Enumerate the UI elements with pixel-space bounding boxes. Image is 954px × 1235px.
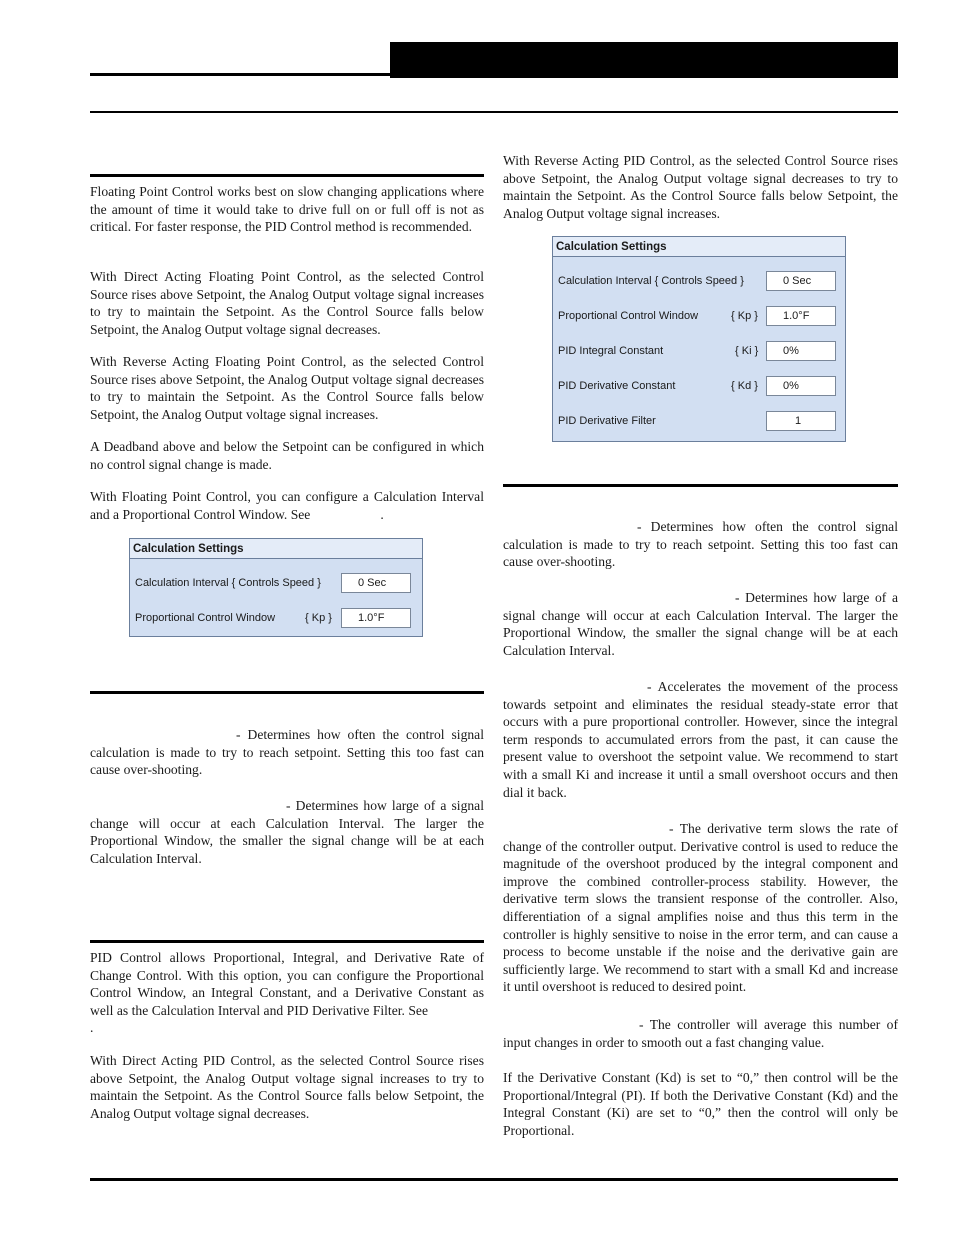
section-rule-floating-settings — [90, 691, 484, 694]
calculation-interval-label: Calculation Interval { Controls Speed } — [558, 275, 744, 287]
panel-title: Calculation Settings — [553, 237, 845, 257]
left-p6: - Determines how often the control signal calculation is made to try to reach setpoint. Setting this too fast can cause over-shooting. — [90, 727, 484, 778]
right-p6: - The controller will average this number of input changes in order to smooth out a fast changing value. — [503, 1017, 898, 1050]
left-p2: With Direct Acting Floating Point Control, as the selected Control Source rises above Setpoint, the Analog Output voltage signal increases to try to maintain the Setpoint. As the Control Source falls below Setpoint, the Analog Output voltage signal decreases. — [90, 269, 484, 337]
header-rule-full — [90, 111, 898, 113]
left-p5: With Floating Point Control, you can configure a Calculation Interval and a Proportional Control Window. See . — [90, 489, 484, 522]
right-p5: - The derivative term slows the rate of change of the controller output. Derivative control is used to reduce the magnitude of the overshoot produced by the integral component and improve the combined controller-process stability. However, the derivative term slows the transient response of the controller. Also, differentiation of a signal amplifies noise and thus this term in the controller is highly sensitive to noise in the error term, and can cause a process to become unstable if the noise and the derivative gain are sufficiently large. We recommend to start with a small Kd and increase it until overshoot is reduced to desired point. — [503, 821, 898, 995]
footer-rule — [90, 1178, 898, 1181]
right-p3: - Determines how large of a signal change will occur at each Calculation Interval. The larger the Proportional Window, the smaller the signal change will be at each Calculation Interval. — [503, 590, 898, 658]
right-p7: If the Derivative Constant (Kd) is set to “0,” then control will be the Proportional/Integral (PI). If both the Derivative Constant (Kd) and the Integral Constant (Ki) are set to “0,” then the control will only be Proportional. — [503, 1070, 898, 1138]
calculation-interval-field[interactable]: 0 Sec — [341, 573, 411, 593]
left-p1: Floating Point Control works best on slow changing applications where the amount of time it would take to drive full on or full off is not as critical. For faster response, the PID Control method is recommended. — [90, 184, 484, 235]
left-p9: With Direct Acting PID Control, as the selected Control Source rises above Setpoint, the Analog Output voltage signal increases to try to maintain the Setpoint. As the Control Source falls below Setpoint, the Analog Output voltage signal decreases. — [90, 1053, 484, 1121]
calculation-settings-panel-small — [129, 538, 423, 637]
kp-label: { Kp } — [731, 310, 758, 322]
right-p4: - Accelerates the movement of the process towards setpoint and eliminates the residual steady-state error that occurs with a pure proportional controller. However, since the integral term responds to accumulated errors from the past, it can cause the present value to overshoot the setpoint value. We recommend to start with a small Ki and increase it until a small overshoot occurs and then dial it back. — [503, 679, 898, 800]
panel-title: Calculation Settings — [130, 539, 422, 559]
kp-label: { Kp } — [305, 612, 332, 624]
integral-constant-field[interactable]: 0% — [766, 341, 836, 361]
proportional-window-field[interactable]: 1.0°F — [766, 306, 836, 326]
integral-constant-label: PID Integral Constant — [558, 345, 664, 357]
proportional-window-label: Proportional Control Window — [558, 310, 699, 322]
left-p3: With Reverse Acting Floating Point Control, as the selected Control Source rises above Setpoint, the Analog Output voltage signal decreases to try to maintain the Setpoint. As the Control Source falls below Setpoint, the Analog Output voltage signal increases. — [90, 354, 484, 422]
proportional-window-label: Proportional Control Window — [135, 612, 276, 624]
calculation-interval-field[interactable]: 0 Sec — [766, 271, 836, 291]
right-p2: - Determines how often the control signal calculation is made to try to reach setpoint. Setting this too fast can cause over-shooting. — [503, 519, 898, 570]
section-rule-floating-point — [90, 174, 484, 177]
header-black-bar — [390, 42, 898, 78]
right-p1: With Reverse Acting PID Control, as the selected Control Source rises above Setpoint, the Analog Output voltage signal decreases to try to maintain the Setpoint. As the Control Source falls below Setpoint, the Analog Output voltage signal increases. — [503, 153, 898, 221]
header-rule-left — [90, 73, 390, 76]
calculation-interval-label: Calculation Interval { Controls Speed } — [135, 577, 321, 589]
left-p7: - Determines how large of a signal change will occur at each Calculation Interval. The larger the Proportional Window, the smaller the signal change will be at each Calculation Interval. — [90, 798, 484, 866]
derivative-constant-label: PID Derivative Constant — [558, 380, 676, 392]
kd-label: { Kd } — [731, 380, 758, 392]
derivative-filter-field[interactable]: 1 — [766, 411, 836, 431]
derivative-constant-field[interactable]: 0% — [766, 376, 836, 396]
calculation-settings-panel-large — [552, 236, 846, 442]
ki-label: { Ki } — [735, 345, 759, 357]
proportional-window-field[interactable]: 1.0°F — [341, 608, 411, 628]
derivative-filter-label: PID Derivative Filter — [558, 415, 656, 427]
section-rule-pid — [90, 940, 484, 943]
section-rule-pid-settings — [503, 484, 898, 487]
left-p8: PID Control allows Proportional, Integral, and Derivative Rate of Change Control. With this option, you can configure the Proportional Control Window, an Integral Constant, and a Derivative Constant as well as the Calculation Interval and PID Derivative Filter. See. — [90, 950, 484, 1036]
left-p4: A Deadband above and below the Setpoint can be configured in which no control signal change is made. — [90, 439, 484, 472]
